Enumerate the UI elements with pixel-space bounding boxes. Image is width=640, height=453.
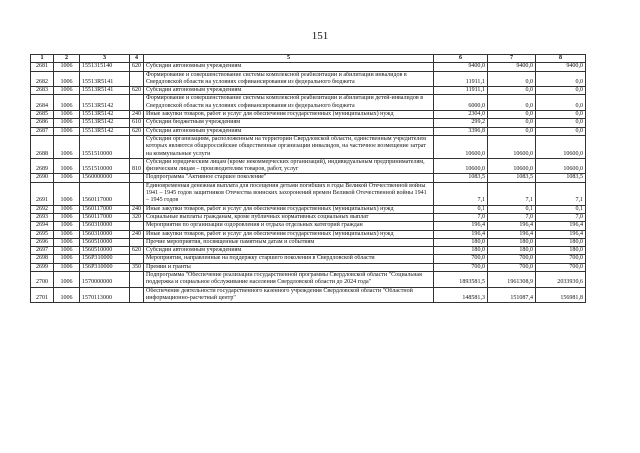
table-row	[31, 63, 586, 71]
amount-cell-col7: 196,4	[488, 230, 536, 238]
amount-cell-col8: 7,0	[536, 213, 586, 221]
amount-cell-col6: 180,0	[434, 247, 488, 255]
table-row	[31, 127, 586, 135]
expense-type-cell: 240	[130, 111, 144, 119]
section-code-cell: 1006	[54, 71, 80, 87]
row-number-cell: 2700	[31, 272, 54, 288]
item-name-cell: Прочие мероприятия, посвященные памятным датам и событиям	[144, 238, 434, 246]
table-row	[31, 111, 586, 119]
amount-cell-col6: 700,0	[434, 263, 488, 271]
amount-cell-col6: 7,0	[434, 213, 488, 221]
table-row	[31, 205, 586, 213]
table-row	[31, 263, 586, 271]
target-code-cell: 15513R5141	[80, 87, 130, 95]
section-code-cell: 1006	[54, 205, 80, 213]
target-code-cell: 1570113000	[80, 287, 130, 303]
amount-cell-col8: 0,1	[536, 205, 586, 213]
amount-cell-col6: 6000,0	[434, 95, 488, 111]
amount-cell-col7: 0,0	[488, 95, 536, 111]
amount-cell-col7: 196,4	[488, 222, 536, 230]
expense-type-cell	[130, 255, 144, 263]
table-row	[31, 95, 586, 111]
amount-cell-col6: 11911,1	[434, 71, 488, 87]
amount-cell-col7: 1083,5	[488, 174, 536, 182]
budget-table	[30, 54, 586, 303]
amount-cell-col7: 1961308,9	[488, 272, 536, 288]
expense-type-cell: 620	[130, 127, 144, 135]
target-code-cell: 1560000000	[80, 174, 130, 182]
item-name-cell: Иные закупки товаров, работ и услуг для обеспечения государственных (муниципальных) нужд	[144, 205, 434, 213]
table-row	[31, 255, 586, 263]
row-number-cell: 2688	[31, 135, 54, 158]
item-name-cell: Мероприятия, направленные на поддержку старшего поколения в Свердловской области	[144, 255, 434, 263]
target-code-cell: 15513R5142	[80, 127, 130, 135]
expense-type-cell	[130, 174, 144, 182]
amount-cell-col8: 700,0	[536, 263, 586, 271]
expense-type-cell: 620	[130, 247, 144, 255]
table-row	[31, 230, 586, 238]
item-name-cell: Субсидии юридическим лицам (кроме некоммерческих организаций), индивидуальным предпринимателям, физическим лицам – производителям товаров, работ, услуг	[144, 158, 434, 174]
amount-cell-col8: 0,0	[536, 87, 586, 95]
amount-cell-col6: 7,1	[434, 182, 488, 205]
expense-type-cell	[130, 222, 144, 230]
row-number-cell: 2691	[31, 182, 54, 205]
section-code-cell: 1006	[54, 222, 80, 230]
amount-cell-col8: 196,4	[536, 230, 586, 238]
table-body	[31, 63, 586, 303]
section-code-cell: 1006	[54, 111, 80, 119]
amount-cell-col7: 0,0	[488, 87, 536, 95]
item-name-cell: Субсидии автономным учреждениям	[144, 247, 434, 255]
amount-cell-col7: 0,0	[488, 111, 536, 119]
section-code-cell: 1006	[54, 174, 80, 182]
amount-cell-col8: 10600,0	[536, 135, 586, 158]
amount-cell-col7: 10600,0	[488, 135, 536, 158]
expense-type-cell	[130, 182, 144, 205]
table-row	[31, 158, 586, 174]
amount-cell-col6: 9400,0	[434, 63, 488, 71]
table-row	[31, 287, 586, 303]
expense-type-cell: 810	[130, 158, 144, 174]
row-number-cell: 2693	[31, 213, 54, 221]
row-number-cell: 2686	[31, 119, 54, 127]
table-row	[31, 174, 586, 182]
section-code-cell: 1006	[54, 119, 80, 127]
header-cell: 1	[31, 55, 54, 63]
amount-cell-col8: 0,0	[536, 127, 586, 135]
item-name-cell: Обеспечение деятельности государственного казенного учреждения Свердловской области "Областной информационно-расчетный центр"	[144, 287, 434, 303]
table-row	[31, 119, 586, 127]
amount-cell-col6: 196,4	[434, 222, 488, 230]
header-cell: 6	[434, 55, 488, 63]
header-cell: 7	[488, 55, 536, 63]
header-cell: 2	[54, 55, 80, 63]
expense-type-cell: 240	[130, 205, 144, 213]
page-number: 151	[311, 30, 329, 42]
expense-type-cell: 610	[130, 119, 144, 127]
target-code-cell: 15513R5142	[80, 119, 130, 127]
amount-cell-col6: 196,4	[434, 230, 488, 238]
section-code-cell: 1006	[54, 158, 80, 174]
target-code-cell: 1560510000	[80, 247, 130, 255]
target-code-cell: 15513R5142	[80, 111, 130, 119]
amount-cell-col8: 2033930,6	[536, 272, 586, 288]
section-code-cell: 1006	[54, 127, 80, 135]
expense-type-cell	[130, 272, 144, 288]
amount-cell-col6: 0,1	[434, 205, 488, 213]
amount-cell-col7: 7,0	[488, 213, 536, 221]
target-code-cell: 1551510000	[80, 158, 130, 174]
section-code-cell: 1006	[54, 230, 80, 238]
amount-cell-col7: 0,0	[488, 119, 536, 127]
amount-cell-col7: 0,0	[488, 71, 536, 87]
amount-cell-col8: 0,0	[536, 111, 586, 119]
item-name-cell: Иные закупки товаров, работ и услуг для обеспечения государственных (муниципальных) нужд	[144, 230, 434, 238]
row-number-cell: 2692	[31, 205, 54, 213]
amount-cell-col6: 10600,0	[434, 158, 488, 174]
target-code-cell: 15513R5141	[80, 71, 130, 87]
row-number-cell: 2685	[31, 111, 54, 119]
table-row	[31, 213, 586, 221]
amount-cell-col7: 700,0	[488, 255, 536, 263]
item-name-cell: Субсидии организациям, расположенным на территории Свердловской области, единственным учредителем которых являются общероссийские общественные организации инвалидов, на частичное возмещение затрат на коммунальные услуги	[144, 135, 434, 158]
amount-cell-col8: 0,0	[536, 95, 586, 111]
amount-cell-col6: 180,0	[434, 238, 488, 246]
amount-cell-col8: 0,0	[536, 119, 586, 127]
header-cell: 3	[80, 55, 130, 63]
amount-cell-col7: 700,0	[488, 263, 536, 271]
section-code-cell: 1006	[54, 95, 80, 111]
row-number-cell: 2687	[31, 127, 54, 135]
row-number-cell: 2683	[31, 87, 54, 95]
section-code-cell: 1006	[54, 287, 80, 303]
amount-cell-col7: 180,0	[488, 247, 536, 255]
header-cell: 8	[536, 55, 586, 63]
amount-cell-col8: 156981,8	[536, 287, 586, 303]
section-code-cell: 1006	[54, 135, 80, 158]
target-code-cell: 1560310000	[80, 222, 130, 230]
row-number-cell: 2682	[31, 71, 54, 87]
expense-type-cell: 350	[130, 263, 144, 271]
item-name-cell: Социальные выплаты гражданам, кроме публичных нормативных социальных выплат	[144, 213, 434, 221]
section-code-cell: 1006	[54, 238, 80, 246]
expense-type-cell: 620	[130, 63, 144, 71]
header-cell: 4	[130, 55, 144, 63]
table-row	[31, 272, 586, 288]
expense-type-cell: 240	[130, 230, 144, 238]
amount-cell-col6: 11911,1	[434, 87, 488, 95]
row-number-cell: 2695	[31, 230, 54, 238]
amount-cell-col8: 700,0	[536, 255, 586, 263]
section-code-cell: 1006	[54, 63, 80, 71]
amount-cell-col6: 1083,5	[434, 174, 488, 182]
expense-type-cell: 620	[130, 87, 144, 95]
expense-type-cell	[130, 287, 144, 303]
row-number-cell: 2694	[31, 222, 54, 230]
item-name-cell: Формирование и совершенствование системы комплексной реабилитации и абилитации детей-инвалидов в Свердловской области на условиях софинансирования из федерального бюджета	[144, 95, 434, 111]
section-code-cell: 1006	[54, 263, 80, 271]
amount-cell-col8: 1083,5	[536, 174, 586, 182]
item-name-cell: Мероприятия по организации оздоровления и отдыха отдельных категорий граждан	[144, 222, 434, 230]
amount-cell-col6: 2304,0	[434, 111, 488, 119]
row-number-cell: 2699	[31, 263, 54, 271]
target-code-cell: 1551315140	[80, 63, 130, 71]
target-code-cell: 1551510000	[80, 135, 130, 158]
amount-cell-col7: 0,1	[488, 205, 536, 213]
target-code-cell: 1560310000	[80, 230, 130, 238]
expense-type-cell	[130, 238, 144, 246]
table-row	[31, 182, 586, 205]
amount-cell-col6: 299,2	[434, 119, 488, 127]
row-number-cell: 2701	[31, 287, 54, 303]
table-row	[31, 238, 586, 246]
target-code-cell: 1560117000	[80, 205, 130, 213]
item-name-cell: Подпрограмма "Активное старшее поколение"	[144, 174, 434, 182]
row-number-cell: 2689	[31, 158, 54, 174]
section-code-cell: 1006	[54, 272, 80, 288]
target-code-cell: 1570000000	[80, 272, 130, 288]
item-name-cell: Единовременная денежная выплата для посещения детьми погибших в годы Великой Отечественной войны 1941 – 1945 годов защитников Отечества воинских захоронений времен Великой Отечественной войны 1941 – 1945 годов	[144, 182, 434, 205]
item-name-cell: Формирование и совершенствование системы комплексной реабилитации и абилитации инвалидов в Свердловской области на условиях софинансирования из федерального бюджета	[144, 71, 434, 87]
item-name-cell: Субсидии автономным учреждениям	[144, 87, 434, 95]
amount-cell-col6: 700,0	[434, 255, 488, 263]
amount-cell-col6: 148581,3	[434, 287, 488, 303]
section-code-cell: 1006	[54, 213, 80, 221]
header-cell: 5	[144, 55, 434, 63]
amount-cell-col8: 0,0	[536, 71, 586, 87]
amount-cell-col6: 10600,0	[434, 135, 488, 158]
item-name-cell: Субсидии автономным учреждениям	[144, 63, 434, 71]
amount-cell-col8: 10600,0	[536, 158, 586, 174]
table-row	[31, 71, 586, 87]
section-code-cell: 1006	[54, 87, 80, 95]
amount-cell-col7: 7,1	[488, 182, 536, 205]
target-code-cell: 15513R5142	[80, 95, 130, 111]
amount-cell-col8: 180,0	[536, 238, 586, 246]
table-row	[31, 247, 586, 255]
table-row	[31, 87, 586, 95]
amount-cell-col8: 9400,0	[536, 63, 586, 71]
target-code-cell: 1560510000	[80, 238, 130, 246]
target-code-cell: 1560117000	[80, 213, 130, 221]
expense-type-cell	[130, 95, 144, 111]
table-row	[31, 222, 586, 230]
target-code-cell: 156P310000	[80, 263, 130, 271]
amount-cell-col8: 180,0	[536, 247, 586, 255]
expense-type-cell	[130, 135, 144, 158]
row-number-cell: 2690	[31, 174, 54, 182]
item-name-cell: Субсидии бюджетным учреждениям	[144, 119, 434, 127]
row-number-cell: 2684	[31, 95, 54, 111]
target-code-cell: 156P310000	[80, 255, 130, 263]
item-name-cell: Субсидии автономным учреждениям	[144, 127, 434, 135]
table-header-row	[31, 55, 586, 63]
amount-cell-col8: 196,4	[536, 222, 586, 230]
expense-type-cell: 320	[130, 213, 144, 221]
amount-cell-col7: 151087,4	[488, 287, 536, 303]
amount-cell-col6: 3396,8	[434, 127, 488, 135]
amount-cell-col6: 1893581,5	[434, 272, 488, 288]
item-name-cell: Премии и гранты	[144, 263, 434, 271]
section-code-cell: 1006	[54, 182, 80, 205]
row-number-cell: 2696	[31, 238, 54, 246]
table-row	[31, 135, 586, 158]
row-number-cell: 2681	[31, 63, 54, 71]
section-code-cell: 1006	[54, 255, 80, 263]
item-name-cell: Подпрограмма "Обеспечение реализации государственной программы Свердловской области "Социальная поддержка и социальное обслуживание населения Свердловской области до 2024 года"	[144, 272, 434, 288]
item-name-cell: Иные закупки товаров, работ и услуг для обеспечения государственных (муниципальных) нужд	[144, 111, 434, 119]
amount-cell-col7: 9400,0	[488, 63, 536, 71]
section-code-cell: 1006	[54, 247, 80, 255]
amount-cell-col7: 180,0	[488, 238, 536, 246]
amount-cell-col7: 0,0	[488, 127, 536, 135]
amount-cell-col7: 10600,0	[488, 158, 536, 174]
row-number-cell: 2697	[31, 247, 54, 255]
amount-cell-col8: 7,1	[536, 182, 586, 205]
row-number-cell: 2698	[31, 255, 54, 263]
target-code-cell: 1560117000	[80, 182, 130, 205]
expense-type-cell	[130, 71, 144, 87]
